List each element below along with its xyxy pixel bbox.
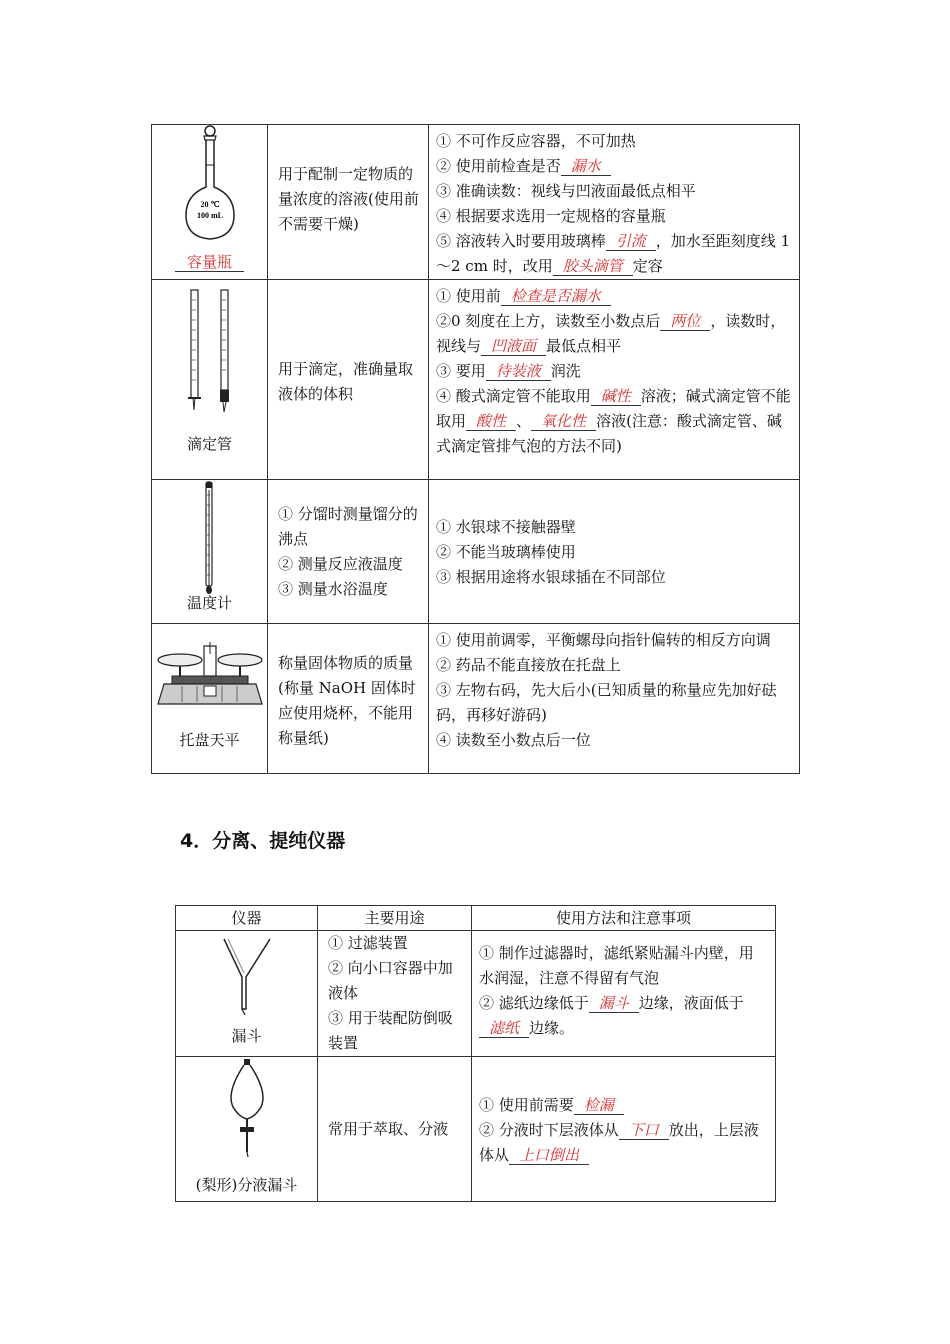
table-row-funnel xyxy=(176,931,776,1057)
blank-answer: 漏斗 xyxy=(589,994,639,1013)
use-2: ② 向小口容器中加液体 xyxy=(328,959,453,1002)
use-cell: 常用于萃取、分液 xyxy=(318,1057,472,1202)
note-1: ① 制作过滤器时，滤纸紧贴漏斗内壁，用水润湿，注意不得留有气泡 xyxy=(479,944,754,987)
note-1: ① 水银球不接触器壁 xyxy=(436,518,576,536)
use-3: ③ 用于装配防倒吸装置 xyxy=(328,1009,453,1052)
use-1: ① 分馏时测量馏分的沸点 xyxy=(278,505,418,548)
notes-cell xyxy=(472,931,776,1057)
instrument-name: 托盘天平 xyxy=(179,731,240,749)
table-row-burette xyxy=(152,280,800,480)
thermometer-icon xyxy=(152,480,268,600)
balance-icon xyxy=(152,624,268,724)
use-cell: 用于滴定，准确量取液体的体积 xyxy=(268,280,429,480)
note-1: ① 使用前需要 检漏 xyxy=(479,1093,767,1118)
instrument-cell xyxy=(152,125,268,280)
note-1: ① 使用前调零，平衡螺母向指针偏转的相反方向调 xyxy=(436,631,771,649)
instrument-cell xyxy=(152,280,268,480)
notes-cell xyxy=(429,480,800,624)
separatory-funnel-icon xyxy=(176,1057,318,1167)
instrument-name: 漏斗 xyxy=(231,1027,262,1045)
notes-cell xyxy=(429,280,800,480)
section-title: 4．分离、提纯仪器 xyxy=(180,830,346,852)
note-2: ② 分液时下层液体从 下口 放出，上层液体从 上口倒出 xyxy=(479,1121,759,1164)
note-5: ⑤ 溶液转入时要用玻璃棒 引流 ，加水至距刻度线 1～2 cm 时，改用 胶头滴管 定容 xyxy=(436,232,791,275)
instrument-table-separation xyxy=(175,905,776,1202)
use-cell xyxy=(268,480,429,624)
note-3: ③ 要用 待装液 润洗 xyxy=(436,362,581,380)
instrument-name: 温度计 xyxy=(186,594,232,612)
table-row-volumetric-flask xyxy=(152,125,800,280)
use-2: ② 测量反应液温度 xyxy=(278,555,403,573)
notes-cell xyxy=(472,1057,776,1202)
blank-answer: 酸性 xyxy=(466,412,516,431)
note-2: ② 药品不能直接放在托盘上 xyxy=(436,656,621,674)
use-3: ③ 测量水浴温度 xyxy=(278,580,388,598)
instrument-cell xyxy=(176,1057,318,1202)
header-use: 主要用途 xyxy=(318,906,472,931)
note-3: ③ 根据用途将水银球插在不同部位 xyxy=(436,568,666,586)
burette-icon xyxy=(152,280,268,430)
instrument-table-measuring xyxy=(151,124,800,774)
table-row-balance xyxy=(152,624,800,774)
note-2: ② 使用前检查是否 漏水 xyxy=(436,154,791,179)
instrument-name xyxy=(152,253,267,272)
header-instrument: 仪器 xyxy=(176,906,318,931)
instrument-cell xyxy=(152,480,268,624)
notes-cell xyxy=(429,125,800,280)
instrument-cell xyxy=(152,624,268,774)
use-1: ① 过滤装置 xyxy=(328,934,408,952)
blank-answer: 引流 xyxy=(606,232,656,251)
use-cell: 称量固体物质的质量(称量 NaOH 固体时应使用烧杯，不能用称量纸) xyxy=(268,624,429,774)
blank-answer: 漏水 xyxy=(561,157,611,176)
note-3: ③ 准确读数：视线与凹液面最低点相平 xyxy=(436,182,696,200)
note-4: ④ 酸式滴定管不能取用 碱性 溶液；碱式滴定管不能取用 酸性 、 氧化性 溶液(注意：酸式滴定管、碱式滴定管排气泡的方法不同) xyxy=(436,387,791,455)
flask-temp-label: 20 ℃ xyxy=(200,200,220,209)
use-cell xyxy=(318,931,472,1057)
blank-answer: 氧化性 xyxy=(531,412,596,431)
note-4: ④ 读数至小数点后一位 xyxy=(436,731,591,749)
blank-answer: 凹液面 xyxy=(481,337,546,356)
table-header-row xyxy=(176,906,776,931)
note-2: ② 不能当玻璃棒使用 xyxy=(436,543,576,561)
blank-answer: 滤纸 xyxy=(479,1019,529,1038)
instrument-cell xyxy=(176,931,318,1057)
note-2: ②0 刻度在上方，读数至小数点后 两位 ，读数时，视线与 凹液面 最低点相平 xyxy=(436,312,786,355)
table-row-thermometer xyxy=(152,480,800,624)
note-4: ④ 根据要求选用一定规格的容量瓶 xyxy=(436,207,666,225)
blank-answer: 碱性 xyxy=(591,387,641,406)
flask-volume-label: 100 mL xyxy=(197,211,223,220)
blank-answer: 上口倒出 xyxy=(509,1146,589,1165)
blank-answer: 下口 xyxy=(619,1121,669,1140)
note-1: ① 使用前 检查是否漏水 xyxy=(436,284,791,309)
blank-answer: 胶头滴管 xyxy=(553,257,633,276)
note-3: ③ 左物右码，先大后小(已知质量的称量应先加好砝码，再移好游码) xyxy=(436,681,777,724)
note-1: ① 不可作反应容器，不可加热 xyxy=(436,132,636,150)
notes-cell xyxy=(429,624,800,774)
use-cell: 用于配制一定物质的量浓度的溶液(使用前不需要干燥) xyxy=(268,125,429,280)
instrument-name: (梨形)分液漏斗 xyxy=(195,1176,298,1194)
instrument-name: 滴定管 xyxy=(186,435,232,453)
blank-answer: 待装液 xyxy=(486,362,551,381)
note-2: ② 滤纸边缘低于 漏斗 边缘，液面低于滤纸 边缘。 xyxy=(479,994,744,1037)
funnel-icon xyxy=(176,931,318,1021)
table-row-separatory-funnel xyxy=(176,1057,776,1202)
blank-answer: 检查是否漏水 xyxy=(501,287,611,306)
blank-answer: 检漏 xyxy=(574,1096,624,1115)
header-notes: 使用方法和注意事项 xyxy=(472,906,776,931)
instrument-name-answer: 容量瓶 xyxy=(175,253,244,272)
blank-answer: 两位 xyxy=(660,312,710,331)
